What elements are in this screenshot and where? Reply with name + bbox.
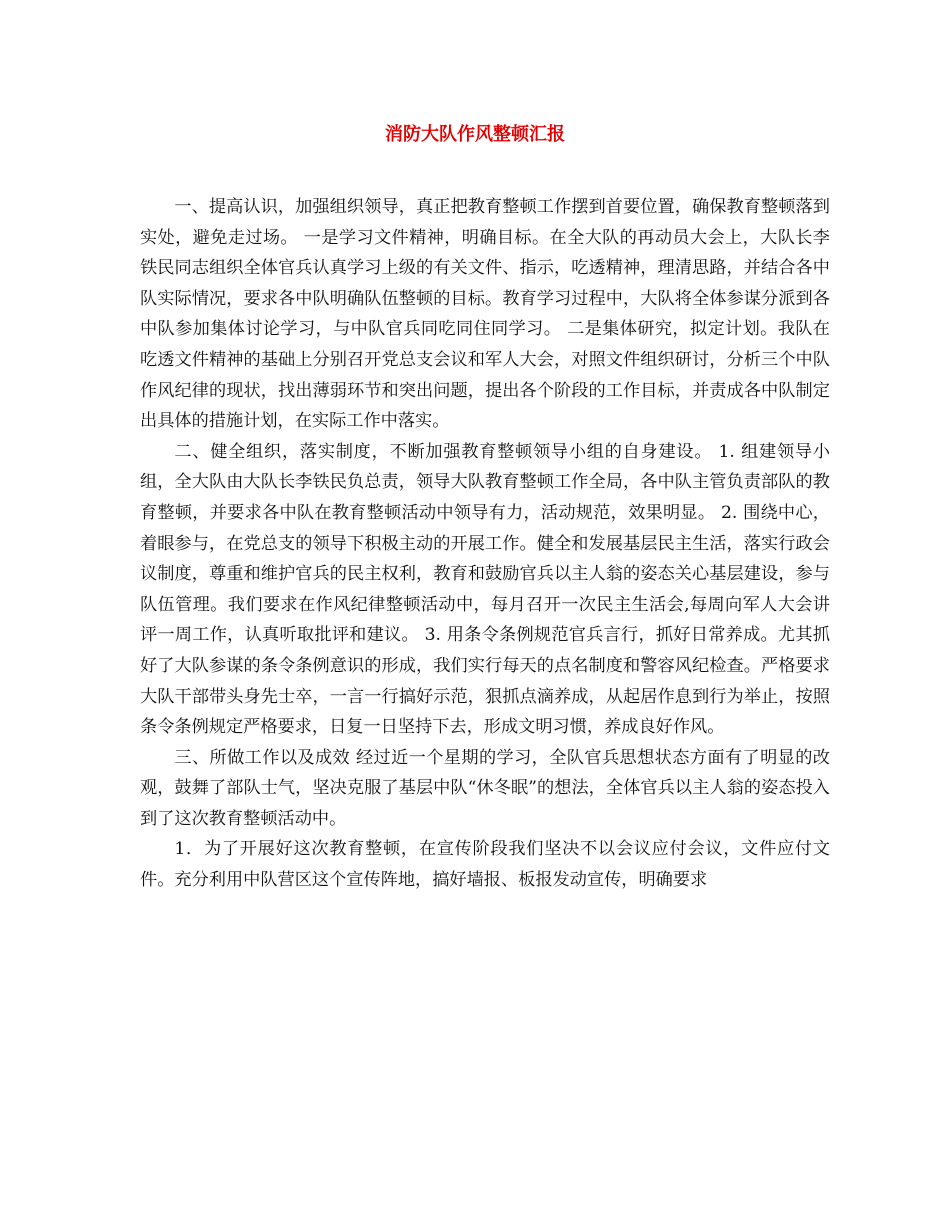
paragraph-4: 1．为了开展好这次教育整顿，在宣传阶段我们坚决不以会议应付会议，文件应付文件。充分利用中队营区这个宣传阵地，搞好墙报、板报发动宣传，明确要求: [140, 839, 830, 891]
paragraph-3: 三、所做工作以及成效 经过近一个星期的学习，全队官兵思想状态方面有了明显的改观，鼓舞了部队士气，坚决克服了基层中队“休冬眠”的想法，全体官兵以主人翁的姿态投入到了这次教育整顿活动中。: [140, 747, 830, 829]
paragraph-1: 一、提高认识，加强组织领导，真正把教育整顿工作摆到首要位置，确保教育整顿落到实处，避免走过场。 一是学习文件精神，明确目标。在全大队的再动员大会上，大队长李铁民同志组织全体官兵认真学习上级的有关文件、指示，吃透精神，理清思路，并结合各中队实际情况，要求各中队明确队伍整顿的目标。教育学习过程中，大队将全体参谋分派到各中队参加集体讨论学习，与中队官兵同吃同住同学习。 二是集体研究，拟定计划。我队在吃透文件精神的基础上分别召开党总支会议和军人大会，对照文件组织研讨，分析三个中队作风纪律的现状，找出薄弱环节和突出问题，提出各个阶段的工作目标，并责成各中队制定出具体的措施计划，在实际工作中落实。: [140, 197, 830, 432]
paragraph-2: 二、健全组织，落实制度，不断加强教育整顿领导小组的自身建设。 1. 组建领导小组，全大队由大队长李铁民负总责，领导大队教育整顿工作全局，各中队主管负责部队的教育整顿，并要求各中队在教育整顿活动中领导有力，活动规范，效果明显。 2. 围绕中心，着眼参与，在党总支的领导下积极主动的开展工作。健全和发展基层民主生活，落实行政会议制度，尊重和维护官兵的民主权利，教育和鼓励官兵以主人翁的姿态关心基层建设，参与队伍管理。我们要求在作风纪律整顿活动中，每月召开一次民主生活会,每周向军人大会讲评一周工作，认真听取批评和建议。 3. 用条令条例规范官兵言行，抓好日常养成。尤其抓好了大队参谋的条令条例意识的形成，我们实行每天的点名制度和警容风纪检查。严格要求大队干部带头身先士卒，一言一行搞好示范，狠抓点滴养成，从起居作息到行为举止，按照条令条例规定严格要求，日复一日坚持下去，形成文明习惯，养成良好作风。: [140, 441, 830, 738]
document-body: [140, 192, 830, 896]
document-title: 消防大队作风整顿汇报: [385, 124, 565, 145]
